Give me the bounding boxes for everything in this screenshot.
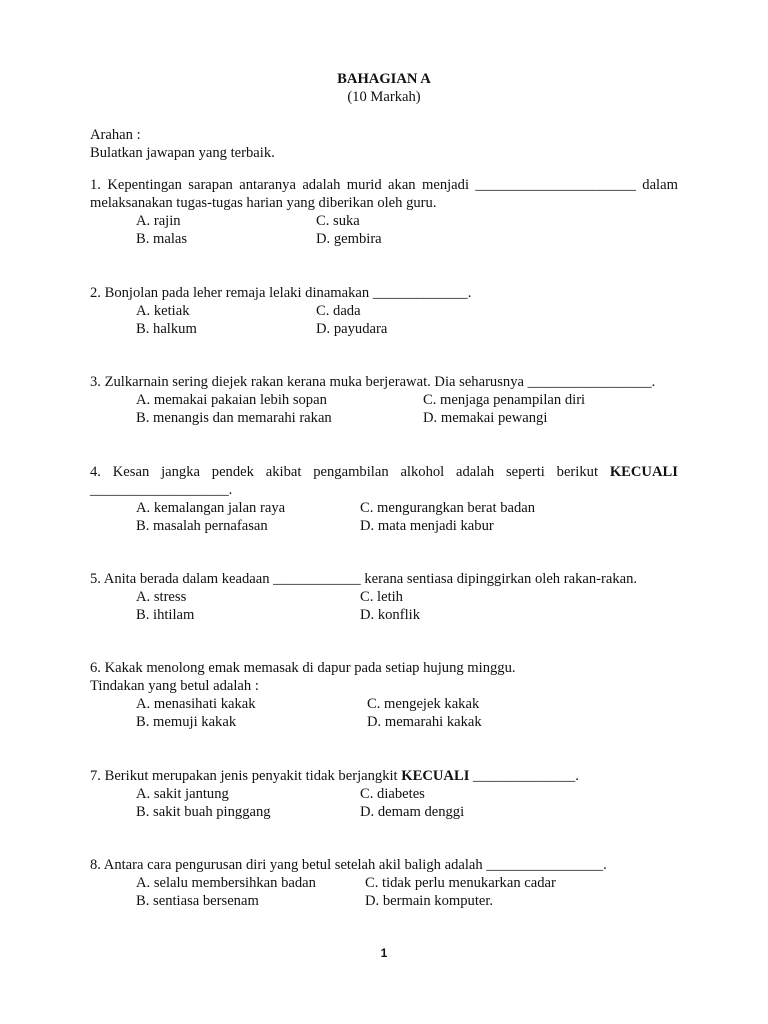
- stem-word: 1.: [90, 177, 101, 193]
- stem-word: jangka: [161, 464, 200, 480]
- option-c[interactable]: C. mengurangkan berat badan: [360, 500, 536, 516]
- emphasis-kecuali: KECUALI: [401, 768, 470, 784]
- option-a[interactable]: A. sakit jantung: [136, 786, 229, 802]
- question-2-stem: 2. Bonjolan pada leher remaja lelaki dinamakan _____________.: [90, 285, 472, 301]
- stem-word: alkohol: [400, 464, 445, 480]
- stem-word: 4.: [90, 464, 101, 480]
- stem-word: pengambilan: [313, 464, 389, 480]
- option-d[interactable]: D. mata menjadi kabur: [360, 518, 494, 534]
- option-b[interactable]: B. menangis dan memarahi rakan: [136, 410, 332, 426]
- option-a[interactable]: A. kemalangan jalan raya: [136, 500, 286, 516]
- option-d[interactable]: D. bermain komputer.: [365, 893, 494, 909]
- stem-word: antaranya: [239, 177, 296, 193]
- option-a[interactable]: A. rajin: [136, 213, 181, 229]
- option-d[interactable]: D. demam denggi: [360, 804, 465, 820]
- question-1-stem: [90, 176, 678, 194]
- stem-word: dalam: [642, 177, 678, 193]
- option-b[interactable]: B. sentiasa bersenam: [136, 893, 259, 909]
- stem-word: akan: [388, 177, 416, 193]
- stem-word: menjadi: [421, 177, 469, 193]
- option-c[interactable]: C. letih: [360, 589, 403, 605]
- stem-word: adalah: [302, 177, 341, 193]
- stem-word: Kepentingan: [107, 177, 182, 193]
- option-b[interactable]: B. memuji kakak: [136, 714, 237, 730]
- section-title: BAHAGIAN A: [337, 71, 431, 87]
- stem-word: adalah: [456, 464, 495, 480]
- option-d[interactable]: D. konflik: [360, 607, 420, 623]
- option-b[interactable]: B. malas: [136, 231, 188, 247]
- page-number: 1: [380, 946, 388, 960]
- stem-word: murid: [346, 177, 382, 193]
- question-4-stem: [90, 463, 678, 481]
- option-b[interactable]: B. halkum: [136, 321, 197, 337]
- stem-word: sarapan: [188, 177, 233, 193]
- question-6-stem-cont: Tindakan yang betul adalah :: [90, 678, 259, 694]
- stem-text: 7. Berikut merupakan jenis penyakit tidak berjangkit: [90, 768, 402, 784]
- question-8-stem: 8. Antara cara pengurusan diri yang betul setelah akil baligh adalah ________________.: [90, 857, 607, 873]
- option-a[interactable]: A. menasihati kakak: [136, 696, 256, 712]
- stem-word: berikut: [556, 464, 598, 480]
- option-c[interactable]: C. mengejek kakak: [367, 696, 480, 712]
- section-marks: (10 Markah): [347, 89, 421, 105]
- question-6-stem: 6. Kakak menolong emak memasak di dapur pada setiap hujung minggu.: [90, 660, 516, 676]
- stem-word: pendek: [211, 464, 254, 480]
- option-c[interactable]: C. diabetes: [360, 786, 425, 802]
- option-a[interactable]: A. ketiak: [136, 303, 190, 319]
- stem-word: akibat: [265, 464, 302, 480]
- option-d[interactable]: D. payudara: [316, 321, 388, 337]
- question-5-stem: 5. Anita berada dalam keadaan ____________ kerana sentiasa dipinggirkan oleh rakan-rakan.: [90, 571, 638, 587]
- option-a[interactable]: A. stress: [136, 589, 187, 605]
- instructions-label: Arahan :: [90, 127, 141, 143]
- question-7-stem: [90, 767, 579, 785]
- emphasis-kecuali: KECUALI: [609, 464, 678, 480]
- answer-blank: ______________________: [475, 177, 636, 193]
- question-3-stem: 3. Zulkarnain sering diejek rakan kerana muka berjerawat. Dia seharusnya _________________.: [90, 374, 656, 390]
- option-c[interactable]: C. menjaga penampilan diri: [423, 392, 586, 408]
- option-b[interactable]: B. ihtilam: [136, 607, 195, 623]
- stem-word: Kesan: [112, 464, 150, 480]
- option-b[interactable]: B. masalah pernafasan: [136, 518, 268, 534]
- option-c[interactable]: C. suka: [316, 213, 360, 229]
- question-4-blank: ___________________.: [90, 482, 233, 498]
- question-1-stem-cont: melaksanakan tugas-tugas harian yang diberikan oleh guru.: [90, 195, 437, 211]
- option-a[interactable]: A. memakai pakaian lebih sopan: [136, 392, 327, 408]
- option-d[interactable]: D. memarahi kakak: [367, 714, 482, 730]
- option-d[interactable]: D. memakai pewangi: [423, 410, 548, 426]
- option-a[interactable]: A. selalu membersihkan badan: [136, 875, 316, 891]
- option-c[interactable]: C. dada: [316, 303, 361, 319]
- instructions-text: Bulatkan jawapan yang terbaik.: [90, 145, 275, 161]
- stem-word: seperti: [505, 464, 545, 480]
- option-d[interactable]: D. gembira: [316, 231, 382, 247]
- option-c[interactable]: C. tidak perlu menukarkan cadar: [365, 875, 556, 891]
- option-b[interactable]: B. sakit buah pinggang: [136, 804, 271, 820]
- answer-blank: ______________.: [469, 768, 579, 784]
